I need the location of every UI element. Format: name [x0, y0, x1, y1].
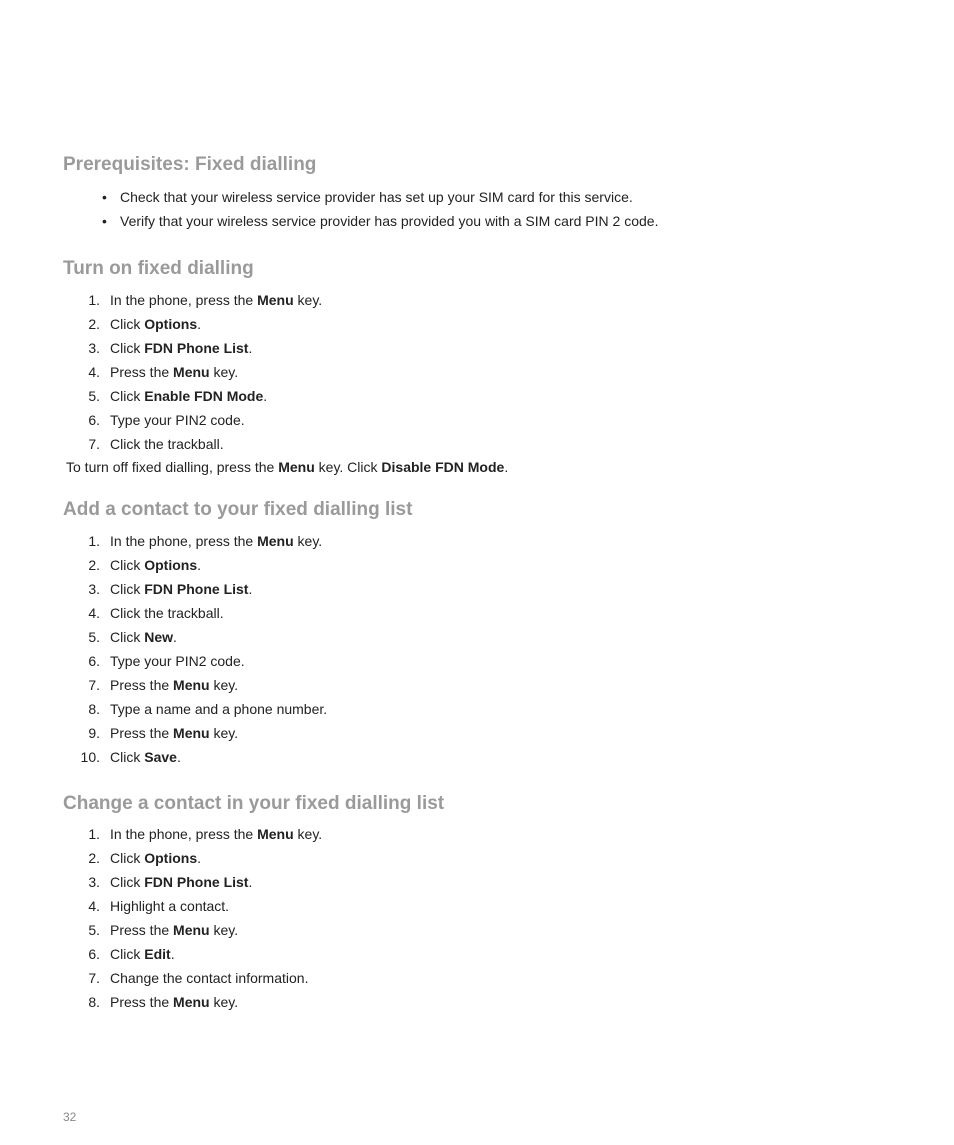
- step-text-end: key.: [209, 922, 239, 938]
- step-text-end: key.: [293, 533, 323, 549]
- step-text: In the phone, press the: [110, 533, 258, 549]
- step-keyword: Save: [144, 749, 177, 765]
- note-keyword-menu: Menu: [278, 459, 315, 475]
- step-keyword: Menu: [173, 677, 210, 693]
- step-keyword: New: [144, 629, 174, 645]
- note-text: To turn off fixed dialling, press the: [66, 459, 279, 475]
- step-item: [76, 697, 327, 721]
- step-item: [76, 384, 322, 408]
- step-number: 10.: [80, 749, 100, 765]
- step-text-end: key.: [209, 364, 239, 380]
- add-contact-steps: [76, 529, 327, 769]
- step-item: [76, 288, 322, 312]
- step-text: Type your PIN2 code.: [110, 653, 245, 669]
- step-item: [76, 942, 322, 966]
- step-number: 4.: [88, 364, 100, 380]
- step-item: [76, 529, 327, 553]
- step-text: Type a name and a phone number.: [110, 701, 328, 717]
- step-item: [76, 745, 327, 769]
- step-number: 1.: [88, 533, 100, 549]
- step-number: 4.: [88, 898, 100, 914]
- step-text: Click: [110, 749, 145, 765]
- step-keyword: Menu: [257, 826, 294, 842]
- step-item: [76, 577, 327, 601]
- step-number: 3.: [88, 340, 100, 356]
- step-number: 1.: [88, 292, 100, 308]
- section-heading-prerequisites: Prerequisites: Fixed dialling: [63, 154, 317, 175]
- step-text: In the phone, press the: [110, 826, 258, 842]
- step-number: 7.: [88, 970, 100, 986]
- step-text-end: .: [263, 388, 268, 404]
- step-item: [76, 673, 327, 697]
- section-heading-add-contact: Add a contact to your fixed dialling list: [63, 499, 413, 520]
- step-text: Click: [110, 316, 145, 332]
- section-heading-change-contact: Change a contact in your fixed dialling list: [63, 793, 445, 814]
- step-keyword: Options: [144, 557, 198, 573]
- turn-off-note: [66, 455, 508, 479]
- turn-on-steps: [76, 288, 322, 456]
- step-keyword: Menu: [173, 725, 210, 741]
- step-text: Highlight a contact.: [110, 898, 230, 914]
- note-text-mid: key. Click: [314, 459, 382, 475]
- step-text: Type your PIN2 code.: [110, 412, 245, 428]
- step-text: Press the: [110, 364, 174, 380]
- step-number: 3.: [88, 874, 100, 890]
- step-keyword: Options: [144, 316, 198, 332]
- step-text: Press the: [110, 677, 174, 693]
- step-text-end: .: [197, 557, 202, 573]
- step-item: [76, 990, 322, 1014]
- step-text: Change the contact information.: [110, 970, 309, 986]
- step-number: 6.: [88, 946, 100, 962]
- step-text: Click: [110, 874, 145, 890]
- step-item: [76, 966, 322, 990]
- step-keyword: FDN Phone List: [144, 340, 249, 356]
- step-text: Click: [110, 388, 145, 404]
- prerequisites-list: [102, 185, 658, 233]
- bullet-text: Check that your wireless service provider has set up your SIM card for this service.: [120, 189, 633, 205]
- step-number: 1.: [88, 826, 100, 842]
- step-keyword: Menu: [173, 994, 210, 1010]
- step-keyword: Enable FDN Mode: [144, 388, 264, 404]
- step-text-end: .: [248, 340, 253, 356]
- step-item: [76, 894, 322, 918]
- step-number: 9.: [88, 725, 100, 741]
- step-item: [76, 312, 322, 336]
- step-text-end: .: [173, 629, 177, 645]
- step-number: 3.: [88, 581, 100, 597]
- step-item: [76, 918, 322, 942]
- step-keyword: Edit: [144, 946, 171, 962]
- step-text: Click the trackball.: [110, 436, 224, 452]
- step-keyword: FDN Phone List: [144, 874, 249, 890]
- list-item: [102, 185, 658, 209]
- bullet-icon: •: [102, 213, 107, 229]
- step-item: [76, 408, 322, 432]
- step-number: 8.: [88, 994, 100, 1010]
- step-text: Click: [110, 850, 145, 866]
- step-text-end: .: [170, 946, 175, 962]
- step-number: 2.: [88, 557, 100, 573]
- step-text: Press the: [110, 922, 174, 938]
- step-keyword: Menu: [257, 292, 294, 308]
- step-text: Press the: [110, 994, 174, 1010]
- step-number: 5.: [88, 922, 100, 938]
- bullet-icon: •: [102, 189, 107, 205]
- step-text-end: .: [176, 749, 181, 765]
- step-item: [76, 721, 327, 745]
- step-number: 6.: [88, 412, 100, 428]
- step-text-end: .: [197, 850, 202, 866]
- step-number: 5.: [88, 629, 100, 645]
- step-number: 7.: [88, 677, 100, 693]
- step-item: [76, 432, 322, 456]
- change-contact-steps: [76, 822, 322, 1014]
- step-text: Click: [110, 629, 145, 645]
- step-item: [76, 649, 327, 673]
- step-keyword: FDN Phone List: [144, 581, 249, 597]
- step-text: Click: [110, 581, 145, 597]
- step-item: [76, 336, 322, 360]
- step-text: Click: [110, 946, 145, 962]
- step-item: [76, 601, 327, 625]
- step-number: 5.: [88, 388, 100, 404]
- step-keyword: Menu: [173, 364, 210, 380]
- step-text-end: .: [248, 581, 253, 597]
- step-text-end: key.: [293, 292, 323, 308]
- step-text: Press the: [110, 725, 174, 741]
- step-text: Click: [110, 557, 145, 573]
- step-text-end: key.: [209, 677, 239, 693]
- step-text-end: .: [248, 874, 253, 890]
- step-text-end: .: [197, 316, 202, 332]
- step-keyword: Menu: [257, 533, 294, 549]
- step-text-end: key.: [209, 994, 239, 1010]
- note-text-end: .: [504, 459, 509, 475]
- step-text-end: key.: [293, 826, 323, 842]
- step-keyword: Options: [144, 850, 198, 866]
- step-item: [76, 553, 327, 577]
- section-heading-turn-on: Turn on fixed dialling: [63, 258, 254, 279]
- step-number: 2.: [88, 316, 100, 332]
- step-item: [76, 625, 327, 649]
- note-keyword-disable: Disable FDN Mode: [381, 459, 505, 475]
- step-number: 4.: [88, 605, 100, 621]
- list-item: [102, 209, 658, 233]
- step-number: 2.: [88, 850, 100, 866]
- page-number: 32: [63, 1110, 77, 1124]
- step-text: Click the trackball.: [110, 605, 224, 621]
- step-number: 7.: [88, 436, 100, 452]
- step-item: [76, 822, 322, 846]
- bullet-text: Verify that your wireless service provider has provided you with a SIM card PIN 2 code.: [120, 213, 659, 229]
- step-item: [76, 870, 322, 894]
- step-item: [76, 360, 322, 384]
- step-text-end: key.: [209, 725, 239, 741]
- step-keyword: Menu: [173, 922, 210, 938]
- step-number: 8.: [88, 701, 100, 717]
- step-item: [76, 846, 322, 870]
- step-number: 6.: [88, 653, 100, 669]
- step-text: In the phone, press the: [110, 292, 258, 308]
- step-text: Click: [110, 340, 145, 356]
